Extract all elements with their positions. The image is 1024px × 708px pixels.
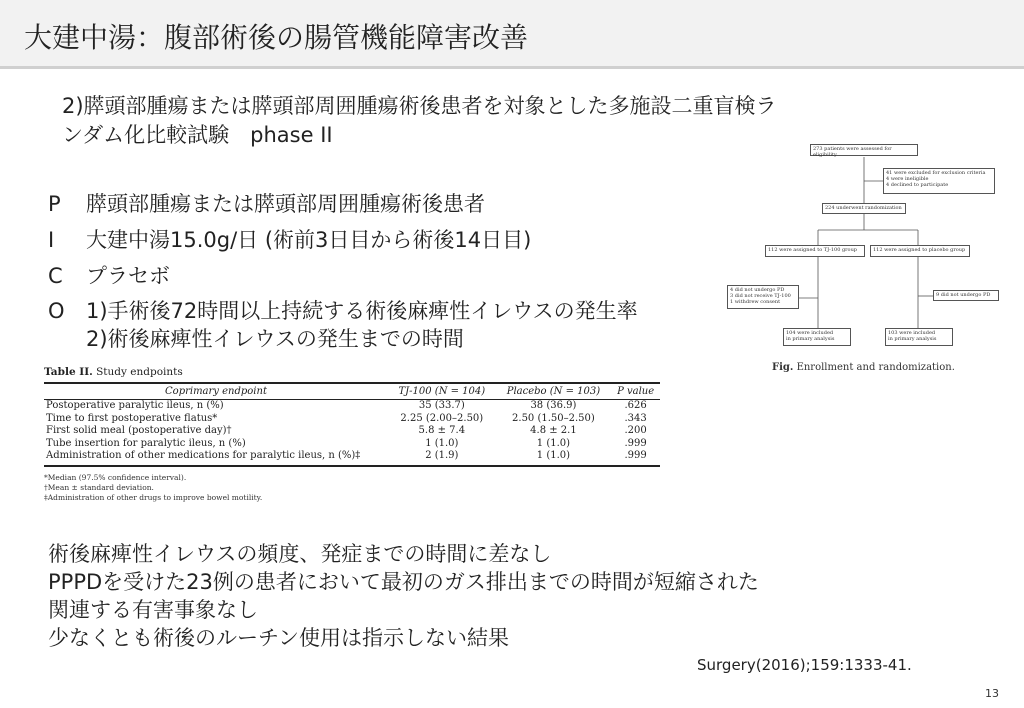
pico-text: 大建中湯15.0g/日 (術前3日目から術後14日目) bbox=[86, 228, 532, 252]
flow-text: 41 were excluded for exclusion criteria bbox=[886, 170, 986, 176]
pico-letter: C bbox=[48, 264, 63, 288]
consort-flowchart bbox=[725, 140, 1010, 380]
study-description-line: ンダム化比較試験 phase II bbox=[62, 123, 333, 147]
table-cell: Postoperative paralytic ileus, n (%) bbox=[46, 400, 224, 411]
table-footnote: *Median (97.5% confidence interval). bbox=[44, 472, 187, 482]
flow-text: 3 did not receive TJ-100 bbox=[730, 293, 791, 299]
table-cell: .200 bbox=[624, 425, 647, 436]
table-title bbox=[44, 366, 660, 378]
flow-text: 4 did not undergo PD bbox=[730, 287, 785, 293]
flow-text: 4 declined to participate bbox=[886, 182, 949, 188]
table-cell: 1 (1.0) bbox=[496, 450, 612, 466]
table-row bbox=[44, 438, 660, 451]
table-header: Coprimary endpoint bbox=[44, 383, 388, 400]
conclusion-line: PPPDを受けた23例の患者において最初のガス排出までの時間が短縮された bbox=[48, 570, 759, 594]
table-row bbox=[44, 450, 660, 466]
table-cell: 38 (36.9) bbox=[530, 400, 577, 411]
pico-letter: I bbox=[48, 228, 55, 252]
flow-box-tj-group: 112 were assigned to TJ-100 group bbox=[765, 245, 865, 257]
pico-letter: P bbox=[48, 192, 61, 216]
flow-box-tj-analysis bbox=[783, 328, 851, 346]
slide-title: 大建中湯：腹部術後の腸管機能障害改善 bbox=[24, 21, 529, 54]
table-footnote: ‡Administration of other drugs to improve bowel motility. bbox=[44, 492, 263, 502]
table-cell: .999 bbox=[611, 450, 660, 466]
page-number: 13 bbox=[985, 687, 999, 700]
table-cell: .999 bbox=[624, 437, 647, 449]
conclusion-line: 関連する有害事象なし bbox=[48, 598, 258, 622]
table-row bbox=[44, 425, 660, 438]
table-title-label: Table II. bbox=[44, 366, 93, 378]
flow-box-placebo-group: 112 were assigned to placebo group bbox=[870, 245, 970, 257]
flow-box-placebo-excluded: 9 did not undergo PD bbox=[933, 290, 999, 301]
table-cell: First solid meal (postoperative day)† bbox=[46, 425, 232, 436]
table-cell: 1 (1.0) bbox=[536, 437, 571, 449]
conclusion-line: 術後麻痺性イレウスの頻度、発症までの時間に差なし bbox=[48, 542, 552, 566]
table-footnote: †Mean ± standard deviation. bbox=[44, 482, 154, 492]
table-header-row bbox=[44, 383, 660, 400]
endpoints-table-block bbox=[44, 366, 660, 503]
table-header: TJ-100 (N = 104) bbox=[388, 383, 496, 400]
study-description-line: 2)膵頭部腫瘍または膵頭部周囲腫瘍術後患者を対象とした多施設二重盲検ラ bbox=[62, 94, 777, 118]
flow-text: 4 were ineligible bbox=[886, 176, 929, 182]
table-cell: 1 (1.0) bbox=[425, 437, 459, 449]
flow-box-randomized: 224 underwent randomization bbox=[822, 203, 906, 214]
table-cell: 35 (33.7) bbox=[418, 400, 465, 411]
endpoints-table bbox=[44, 382, 660, 467]
figure-caption-text: Enrollment and randomization. bbox=[796, 362, 955, 373]
flow-box-tj-excluded bbox=[727, 285, 799, 309]
table-cell: 5.8 ± 7.4 bbox=[418, 425, 466, 436]
pico-text: プラセボ bbox=[86, 264, 170, 288]
table-cell: Tube insertion for paralytic ileus, n (%) bbox=[46, 437, 246, 449]
figure-caption-label: Fig. bbox=[772, 362, 794, 373]
table-cell: 2.50 (1.50–2.50) bbox=[512, 412, 595, 424]
pico-letter: O bbox=[48, 299, 65, 323]
table-cell: 4.8 ± 2.1 bbox=[530, 425, 577, 436]
title-bar bbox=[0, 0, 1024, 69]
table-header: P value bbox=[611, 383, 660, 400]
flow-box-placebo-analysis bbox=[885, 328, 953, 346]
flow-box-assessed: 273 patients were assessed for eligibility bbox=[810, 144, 918, 156]
table-cell: .626 bbox=[624, 400, 647, 411]
outcome-line: 2)術後麻痺性イレウスの発生までの時間 bbox=[86, 327, 464, 351]
flow-text: in primary analysis bbox=[786, 336, 835, 342]
pico-text bbox=[86, 297, 638, 353]
table-header: Placebo (N = 103) bbox=[496, 383, 612, 400]
figure-caption bbox=[772, 362, 955, 373]
table-cell: 2.25 (2.00–2.50) bbox=[400, 412, 484, 424]
table-cell: Administration of other medications for paralytic ileus, n (%)‡ bbox=[44, 450, 388, 466]
table-cell: 2 (1.9) bbox=[388, 450, 496, 466]
flow-text: 103 were included bbox=[888, 330, 936, 336]
table-row bbox=[44, 400, 660, 413]
flow-text: 104 were included bbox=[786, 330, 834, 336]
pico-text: 膵頭部腫瘍または膵頭部周囲腫瘍術後患者 bbox=[86, 192, 485, 216]
conclusions bbox=[48, 540, 759, 652]
conclusion-line: 少なくとも術後のルーチン使用は指示しない結果 bbox=[48, 626, 509, 650]
flow-box-excluded bbox=[883, 168, 995, 194]
table-cell: .343 bbox=[624, 412, 647, 424]
table-title-text: Study endpoints bbox=[96, 366, 183, 378]
flow-text: in primary analysis bbox=[888, 336, 937, 342]
flow-text: 1 withdrew consent bbox=[730, 299, 781, 305]
table-cell: Time to first postoperative flatus* bbox=[46, 412, 218, 424]
citation: Surgery(2016);159:1333-41. bbox=[697, 656, 912, 674]
table-footnotes bbox=[44, 473, 660, 503]
outcome-line: 1)手術後72時間以上持続する術後麻痺性イレウスの発生率 bbox=[86, 299, 638, 323]
table-row bbox=[44, 413, 660, 426]
